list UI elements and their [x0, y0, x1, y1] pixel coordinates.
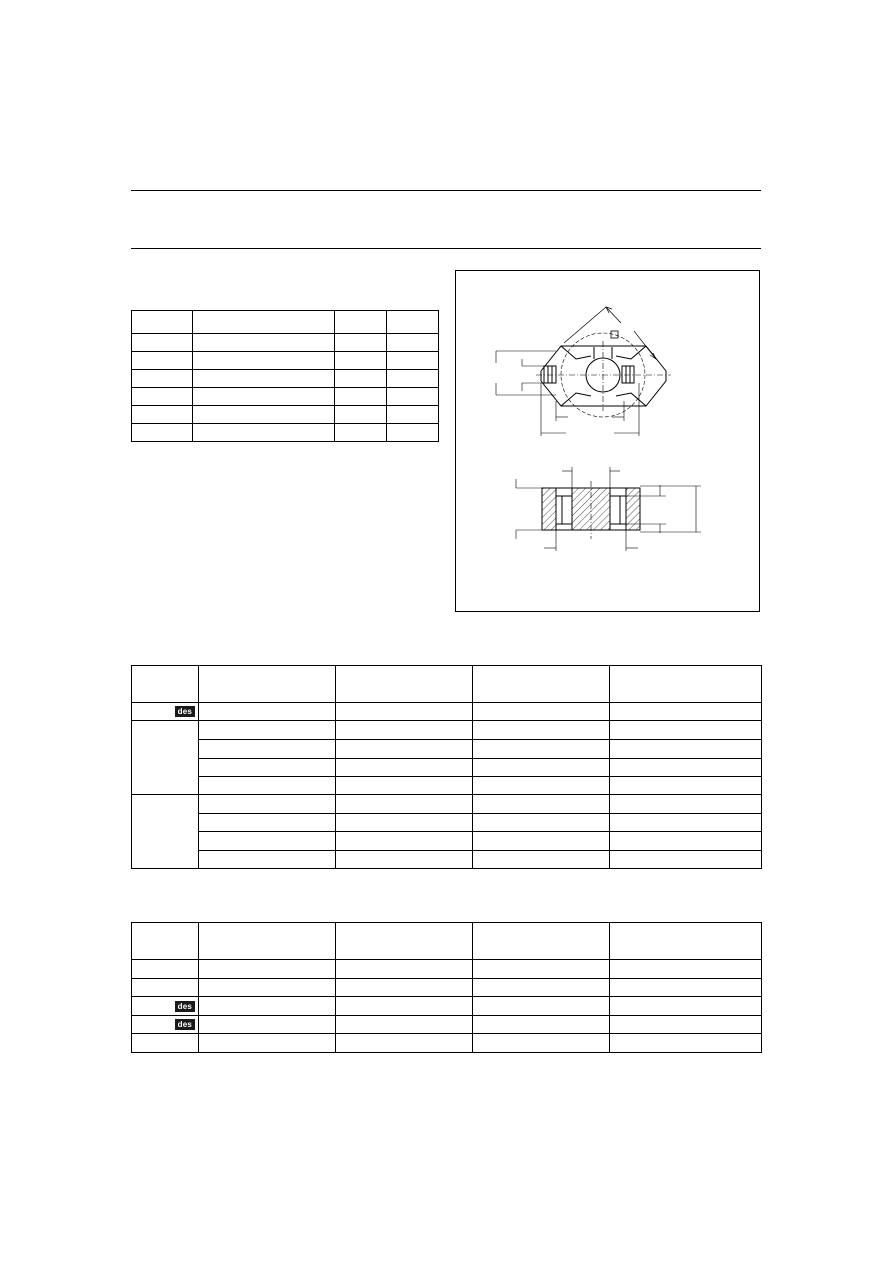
table-row — [132, 1034, 762, 1053]
table-row — [132, 1016, 762, 1034]
table-row — [132, 777, 762, 795]
core-drawing — [456, 271, 761, 613]
table-header-row — [132, 923, 762, 960]
table-row — [132, 370, 439, 388]
des-badge: des — [175, 1019, 195, 1030]
des-badge: des — [175, 706, 195, 717]
left-slot — [544, 366, 556, 383]
table-row — [132, 832, 762, 851]
table-row — [132, 721, 762, 740]
properties-table-a — [131, 665, 762, 869]
table-row — [132, 979, 762, 997]
table-row — [132, 388, 439, 406]
table-row — [132, 997, 762, 1016]
table-row — [132, 424, 439, 442]
table-row — [132, 960, 762, 979]
table-row — [132, 406, 439, 424]
header-top-rule — [131, 190, 761, 191]
table-row — [132, 851, 762, 869]
des-badge: des — [175, 1001, 195, 1012]
table-row — [132, 814, 762, 832]
table-header-row — [132, 666, 762, 703]
table-row — [132, 334, 439, 352]
table-row — [132, 703, 762, 721]
core-top-outline — [541, 346, 666, 406]
table-row — [132, 740, 762, 759]
table-row — [132, 352, 439, 370]
table-row — [132, 311, 439, 334]
properties-table-b — [131, 922, 762, 1053]
table-row — [132, 795, 762, 814]
right-slot — [622, 366, 634, 383]
core-drawing-frame — [455, 270, 760, 612]
header-bottom-rule — [131, 248, 761, 249]
dimensions-table — [131, 310, 439, 442]
table-row — [132, 759, 762, 777]
